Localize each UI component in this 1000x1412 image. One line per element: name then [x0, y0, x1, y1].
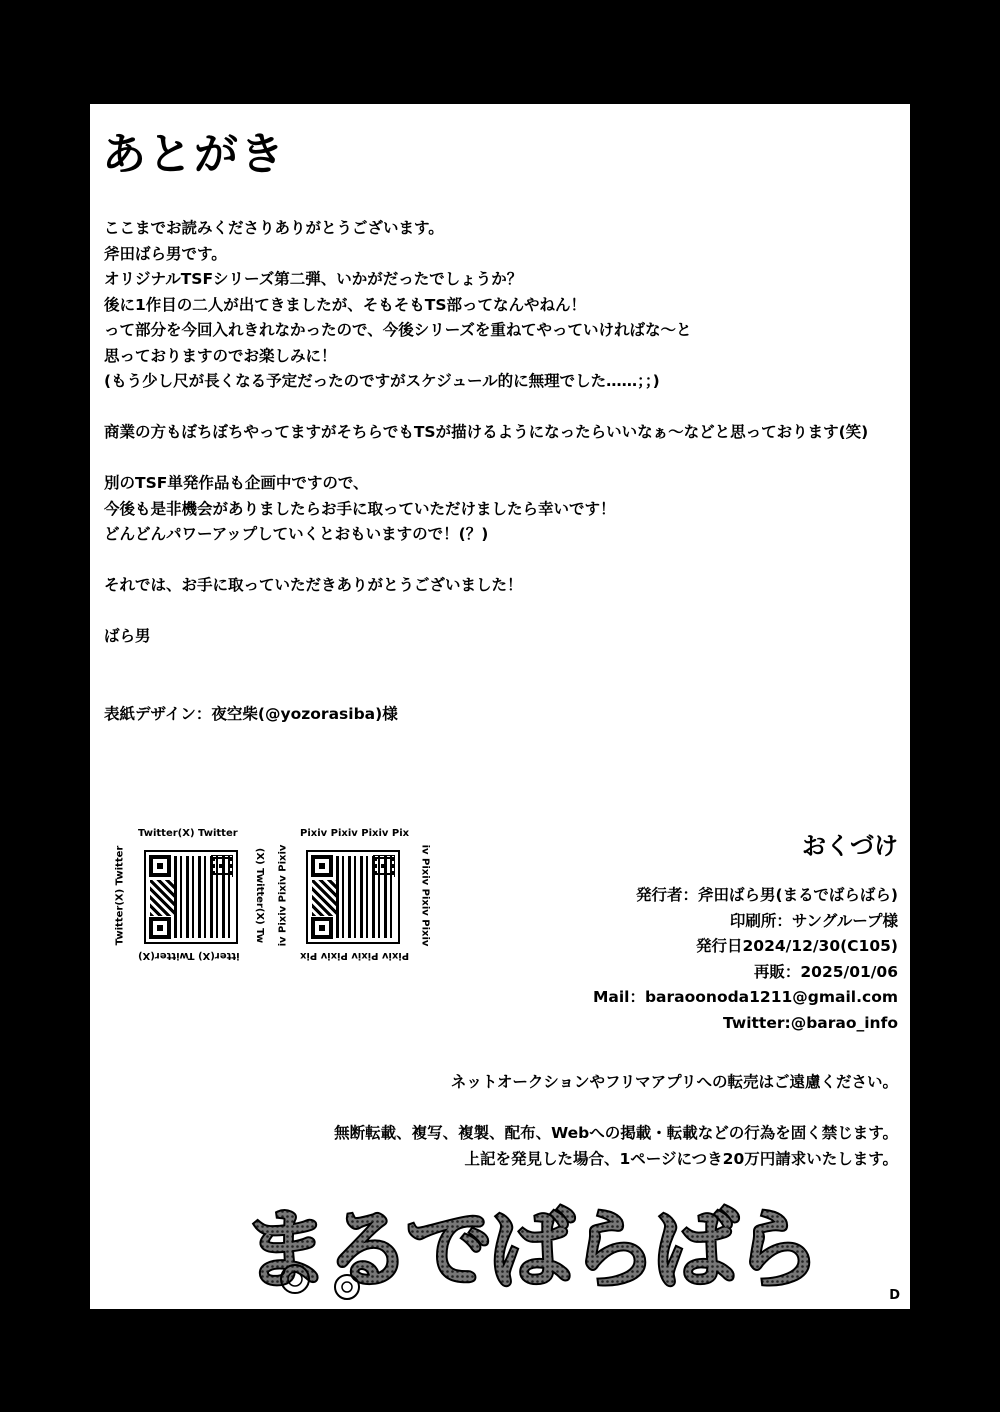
notice-line: ネットオークションやフリマアプリへの転売はご遠慮ください。 [450, 1073, 898, 1091]
logo-text: まるでばらばら [243, 1200, 817, 1300]
qr-label-top: Pixiv Pixiv Pixiv Pix [300, 828, 410, 839]
afterword-line: って部分を今回入れきれなかったので、今後シリーズを重ねてやっていければな～と [104, 321, 692, 339]
logo-graphic [235, 1179, 817, 1304]
pixiv-qr-code[interactable] [306, 850, 400, 944]
qr-label-bottom: itter(X) Twitter(X) [138, 950, 240, 961]
circle-logo [235, 1179, 817, 1304]
afterword-body [104, 216, 904, 650]
qr-label-right: (X) Twitter(X) Tw [254, 847, 266, 944]
page [90, 104, 910, 1309]
afterword-line: (もう少し尺が長くなる予定だったのですがスケジュール的に無理でした……；；) [104, 372, 660, 390]
publisher-line: 発行者：斧田ばら男(まるでばらばら) [635, 886, 898, 904]
page-title: あとがき [102, 129, 286, 180]
afterword-line: 斧田ばら男です。 [104, 244, 227, 263]
notice-line: 無断転載、複写、複製、配布、Webへの掲載・転載などの行為を固く禁じます。 [334, 1124, 898, 1142]
publish-date-line: 発行日2024/12/30(C105) [696, 937, 898, 955]
afterword-line: 今後も是非機会がありましたらお手に取っていただけましたら幸いです！ [104, 499, 616, 518]
mail-line[interactable]: Mail：baraoonoda1211@gmail.com [592, 988, 898, 1006]
twitter-line[interactable]: Twitter:@barao_info [723, 1013, 898, 1032]
afterword-line: 思っておりますのでお楽しみに！ [104, 346, 337, 365]
qr-label-left: iv Pixiv Pixiv Pixiv [277, 844, 289, 947]
author-signature: ばら男 [104, 627, 151, 645]
twitter-qr-block [114, 824, 266, 962]
qr-label-top: Twitter(X) Twitter [138, 828, 238, 839]
qr-label-right: iv Pixiv Pixiv Pixiv [419, 844, 431, 947]
afterword-line: 商業の方もぼちぼちやってますがそちらでもTSが描けるようになったらいいなぁ～などと思っております(笑) [104, 423, 869, 441]
colophon [593, 826, 898, 1036]
afterword-line: それでは、お手に取っていただきありがとうございました！ [104, 576, 523, 594]
reprint-date-line: 再販：2025/01/06 [753, 962, 898, 981]
afterword-line: どんどんパワーアップしていくとおもいますので！(？) [104, 525, 489, 543]
cover-design-credit: 表紙デザイン：夜空柴(@yozorasiba)様 [104, 705, 398, 723]
colophon-title: おくづけ [802, 832, 898, 860]
printer-line: 印刷所：サングループ様 [729, 911, 898, 930]
twitter-qr-code[interactable] [144, 850, 238, 944]
afterword-line: オリジナルTSFシリーズ第二弾、いかがだったでしょうか？ [104, 270, 523, 288]
qr-label-left: Twitter(X) Twitter [114, 845, 126, 946]
afterword-line: 後に1作目の二人が出てきましたが、そもそもTS部ってなんやねん！ [104, 295, 587, 314]
afterword-line: ここまでお読みくださりありがとうございます。 [104, 219, 444, 237]
notice-line: 上記を発見した場合、1ページにつき20万円請求いたします。 [464, 1149, 898, 1168]
pixiv-qr-block [277, 824, 431, 962]
afterword-line: 別のTSF単発作品も企画中ですので、 [104, 474, 369, 492]
qr-label-bottom: Pixiv Pixiv Pixiv Pix [300, 950, 410, 961]
notices [334, 1070, 898, 1172]
page-letter: D [889, 1288, 900, 1303]
